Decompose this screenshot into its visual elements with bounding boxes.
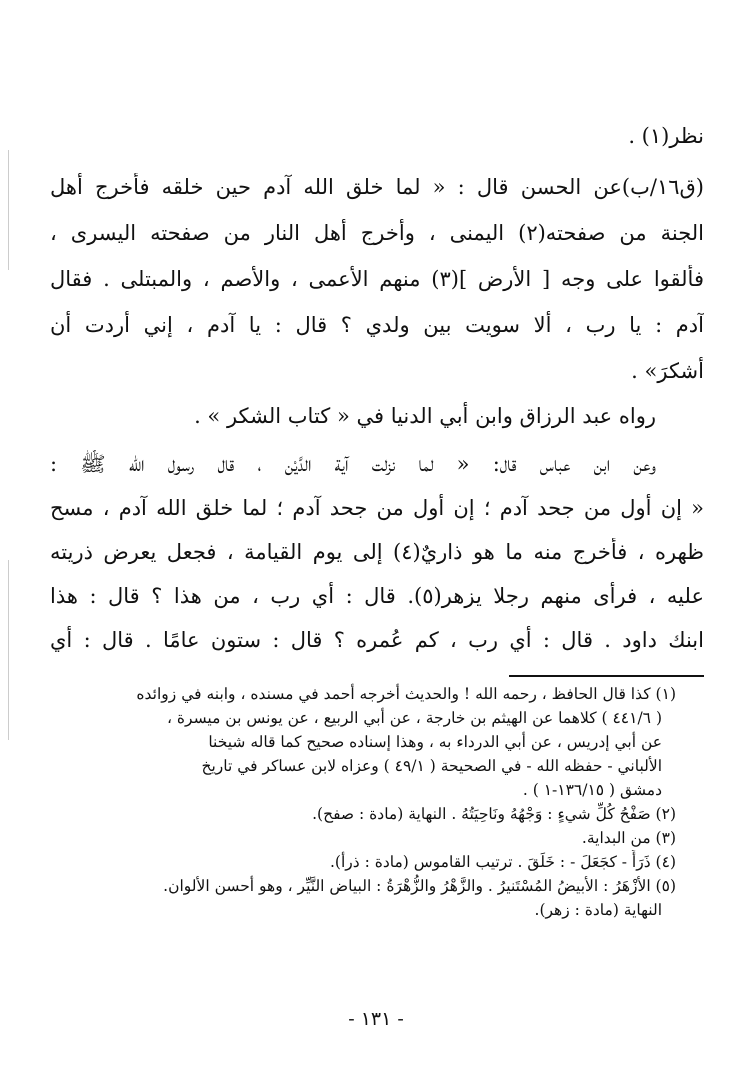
footnote-line: دمشق ( ١٣٦/١٥-١ ) . [522,781,662,799]
text-line: الجنة من صفحته(٢) اليمنى ، وأخرج أهل النار من صفحته اليسرى ، [50,221,704,245]
text-line: فألقوا على وجه [ الأرض ](٣) منهم الأعمى ، والأصم ، والمبتلى . فقال [50,267,704,291]
scan-edge-mark [8,150,9,270]
text-line: رواه عبد الرزاق وابن أبي الدنيا في « كتاب الشكر » . [194,404,656,428]
text-line: ابنك داود . قال : أي رب ، كم عُمره ؟ قال : ستون عامًا . قال : أي [50,628,704,652]
text-line: وعن ابن عباس قال: « لما نزلت آية الدَّيْن ، قال رسول الله ﷺ : [50,452,656,476]
page-number: - ١٣١ - [348,1008,404,1030]
footnote-line: عن أبي إدريس ، عن أبي الدرداء به ، وهذا إسناده صحيح كما قاله شيخنا [208,733,662,751]
text-line: نظر(١) . [628,124,704,148]
paragraph-hasan [50,173,704,385]
text-line: أشكرَ» . [631,359,704,383]
footnote-line: (٥) الأزْهَرُ : الأبيضُ المُسْتَنيرُ . والزَّهْرُ والزُّهْرَةُ : البياض النَّيِّر ، وهو أحسن الألوان. [163,877,676,895]
main-text [50,122,704,654]
text-line: ظهره ، فأخرج منه ما هو ذاريٌ(٤) إلى يوم القيامة ، فجعل يعرض ذريته [50,540,704,564]
footnote-line: (٢) صَفْحُ كُلِّ شيءٍ : وَجْهُهُ ونَاحِيَتُهُ . النهاية (مادة : صفح). [312,805,676,823]
footnote-line: النهاية (مادة : زهر). [534,901,662,919]
text-line: عليه ، فرأى منهم رجلا يزهر(٥). قال : أي رب ، من هذا ؟ قال : هذا [50,584,704,608]
footnote-divider [509,675,704,677]
footnote-line: ( ٤٤١/٦ ) كلاهما عن الهيثم بن خارجة ، عن أبي الربيع ، عن يونس بن ميسرة ، [166,709,662,727]
scan-edge-mark [8,560,9,740]
text-line: (ق١٦/ب)عن الحسن قال : « لما خلق الله آدم حين خلقه فأخرج أهل [50,175,704,199]
text-line: آدم : يا رب ، ألا سويت بين ولدي ؟ قال : يا آدم ، إني أردت أن [50,313,704,337]
text-line: « إن أول من جحد آدم ؛ إن أول من جحد آدم ؛ لما خلق الله آدم ، مسح [50,496,704,520]
footnote-line: (٤) ذَرَأَ - كجَعَلَ - : خَلَقَ . ترتيب القاموس (مادة : ذرأ). [329,853,676,871]
footnote-line: (١) كذا قال الحافظ ، رحمه الله ! والحديث أخرجه أحمد في مسنده ، وابنه في زوائده [136,685,676,703]
paragraph-ibn-abbas [50,450,704,654]
footnote-line: (٣) من البداية. [581,829,676,847]
footnote-line: الألباني - حفظه الله - في الصحيحة ( ٤٩/١ ) وعزاه لابن عساكر في تاريخ [201,757,662,775]
footnotes [60,682,676,922]
